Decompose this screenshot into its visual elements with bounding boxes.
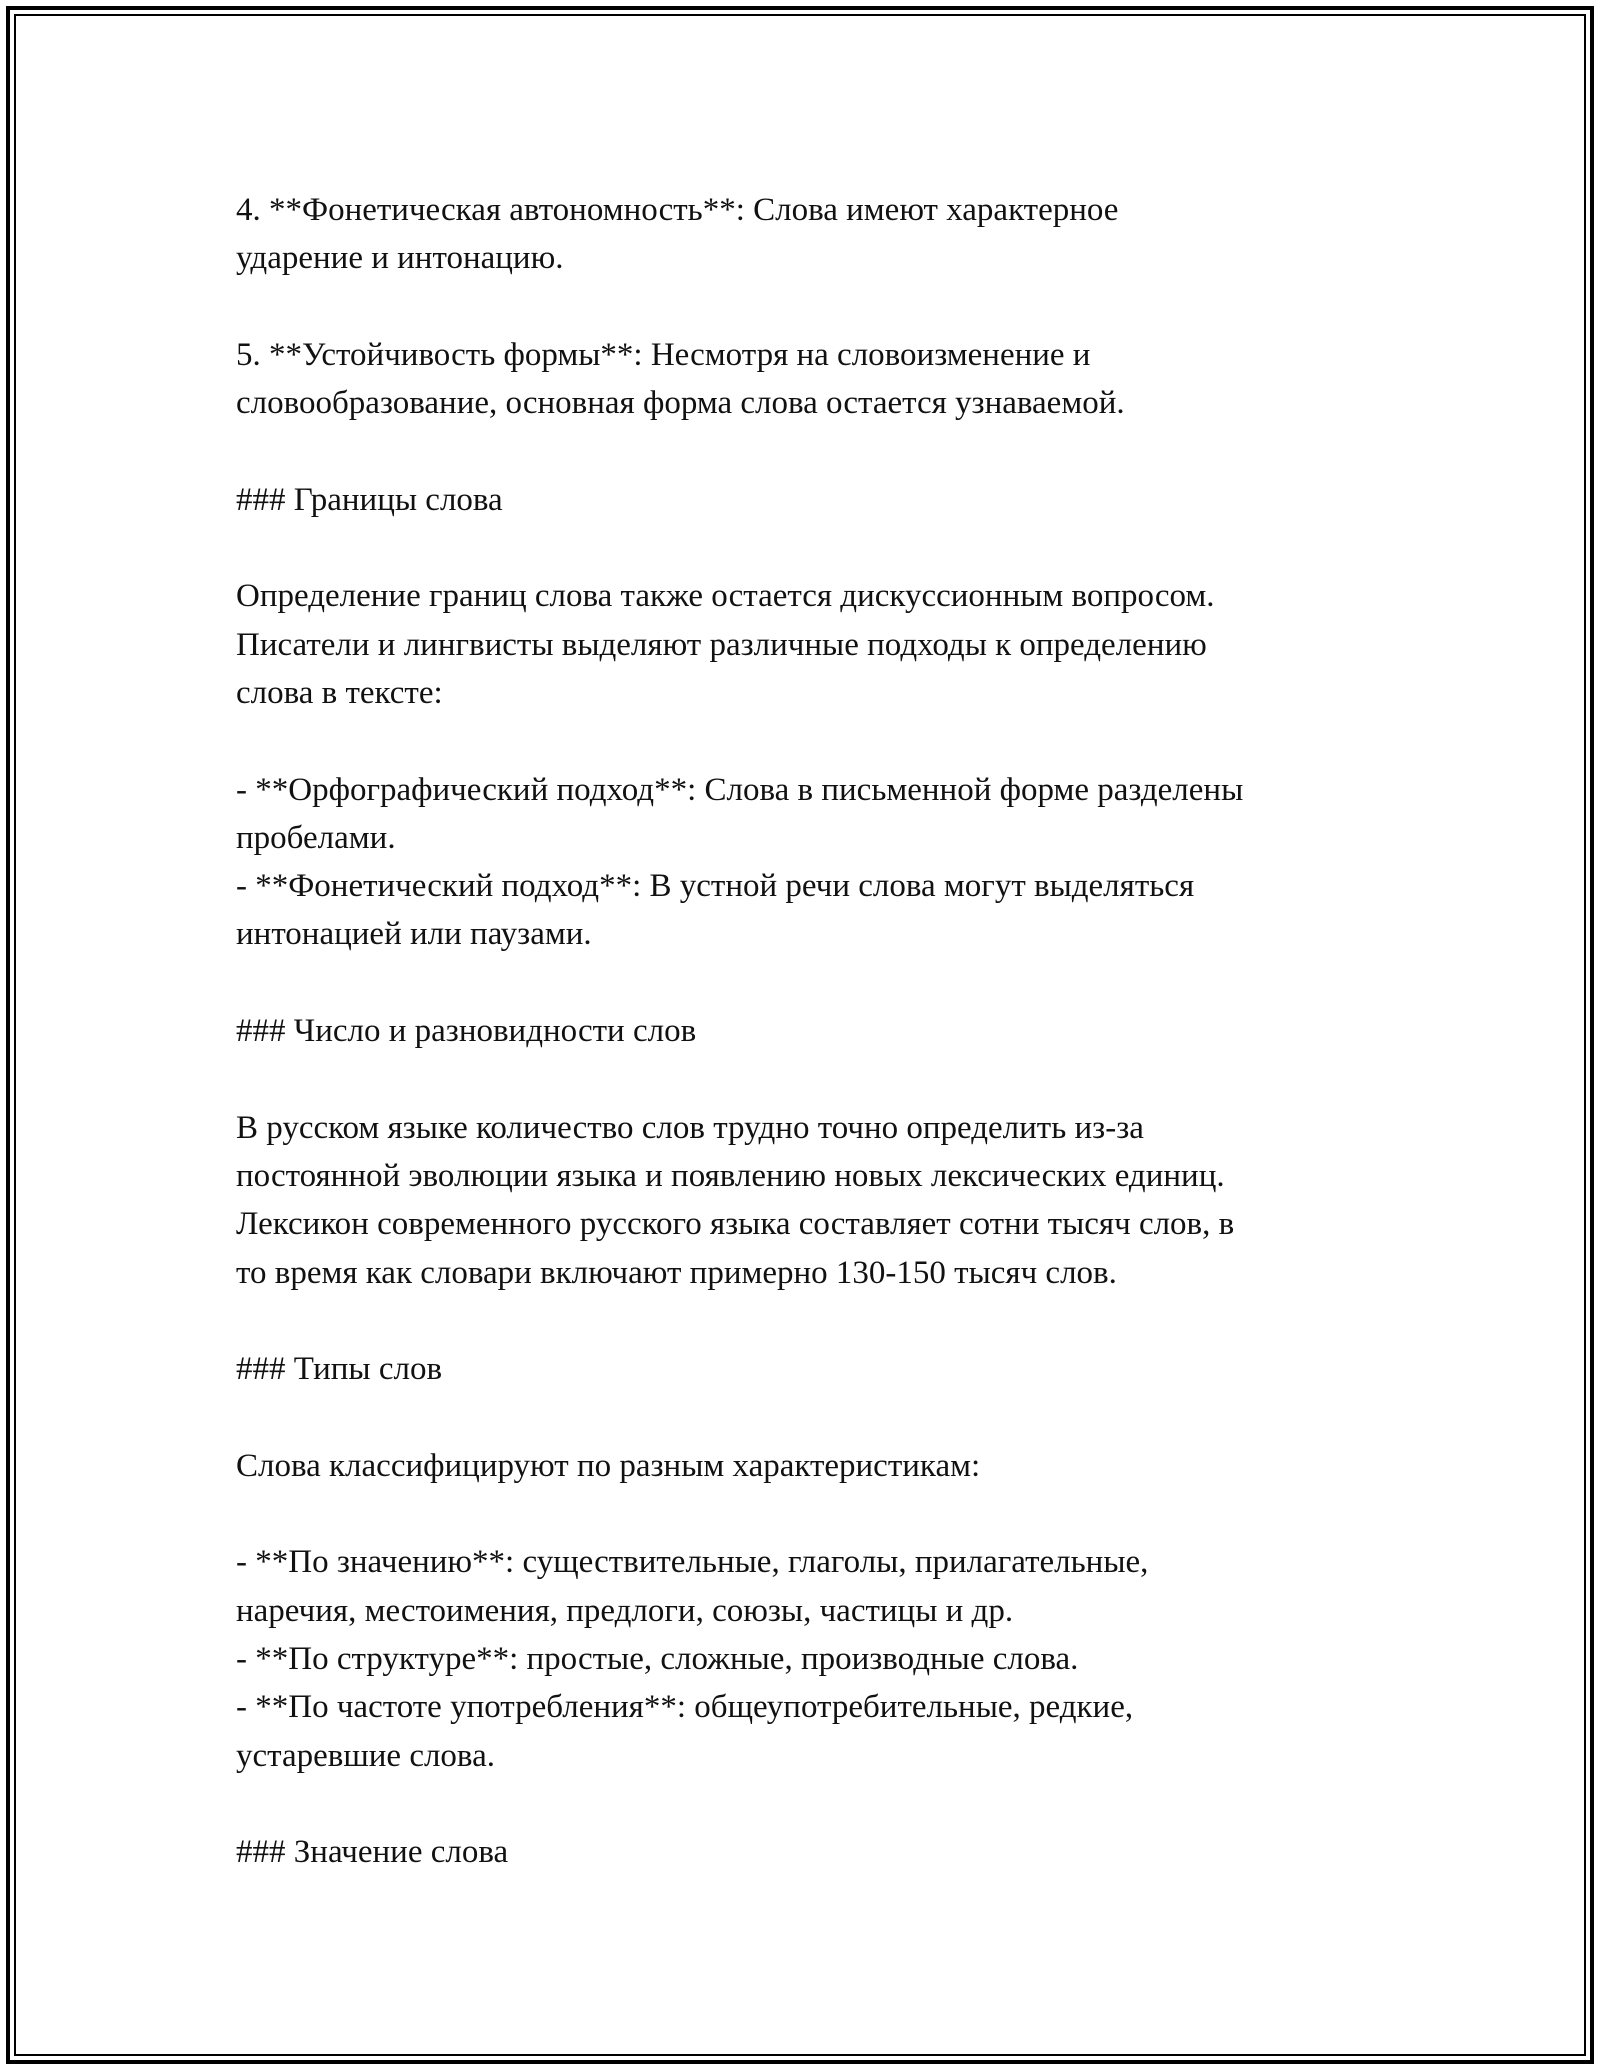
paragraph-gap xyxy=(236,1055,1416,1103)
paragraph-gap xyxy=(236,1780,1416,1828)
paragraph-gap xyxy=(236,524,1416,572)
text-line: Писатели и лингвисты выделяют различные подходы к определению xyxy=(236,626,1207,663)
text-line: Определение границ слова также остается дискуссионным вопросом. xyxy=(236,578,1215,615)
heading-text: ### Границы слова xyxy=(236,481,503,518)
heading-word-meaning xyxy=(236,1828,1416,1876)
bullet-list-approaches xyxy=(236,766,1416,959)
paragraph-boundaries xyxy=(236,572,1416,717)
text-line: В русском языке количество слов трудно точно определить из-за xyxy=(236,1109,1144,1146)
text-line: слова в тексте: xyxy=(236,674,443,711)
paragraph-gap xyxy=(236,1393,1416,1441)
text-line: 4. **Фонетическая автономность**: Слова имеют характерное xyxy=(236,192,1119,228)
heading-text: ### Типы слов xyxy=(236,1351,443,1388)
text-line: - **По структуре**: простые, сложные, производные слова. xyxy=(236,1640,1079,1677)
paragraph-gap xyxy=(236,283,1416,331)
text-line: ударение и интонацию. xyxy=(236,240,564,277)
list-item-form-stability xyxy=(236,331,1416,428)
bullet-list-classification xyxy=(236,1538,1416,1779)
text-line: 5. **Устойчивость формы**: Несмотря на словоизменение и xyxy=(236,336,1091,373)
text-line: постоянной эволюции языка и появлению новых лексических единиц. xyxy=(236,1157,1225,1194)
paragraph-gap xyxy=(236,427,1416,475)
document-body xyxy=(236,186,1416,1876)
paragraph-word-count xyxy=(236,1104,1416,1297)
paragraph-classification xyxy=(236,1442,1416,1490)
text-line: - **Фонетический подход**: В устной речи слова могут выделяться xyxy=(236,868,1195,905)
text-line: устаревшие слова. xyxy=(236,1737,495,1774)
text-line: Лексикон современного русского языка составляет сотни тысяч слов, в xyxy=(236,1206,1235,1243)
text-line: то время как словари включают примерно 130-150 тысяч слов. xyxy=(236,1254,1117,1291)
list-item-phonetic-autonomy xyxy=(236,186,1416,283)
paragraph-gap xyxy=(236,1490,1416,1538)
heading-text: ### Значение слова xyxy=(236,1834,509,1871)
text-line: интонацией или паузами. xyxy=(236,916,592,953)
heading-number-and-varieties xyxy=(236,1007,1416,1055)
text-line: словообразование, основная форма слова остается узнаваемой. xyxy=(236,385,1125,422)
text-line: - **По значению**: существительные, глаголы, прилагательные, xyxy=(236,1544,1149,1581)
heading-text: ### Число и разновидности слов xyxy=(236,1013,697,1050)
heading-word-types xyxy=(236,1345,1416,1393)
text-line: Слова классифицируют по разным характеристикам: xyxy=(236,1447,981,1484)
text-line: - **По частоте употребления**: общеупотребительные, редкие, xyxy=(236,1689,1134,1726)
paragraph-gap xyxy=(236,717,1416,765)
text-line: - **Орфографический подход**: Слова в письменной форме разделены xyxy=(236,771,1244,808)
heading-word-boundaries xyxy=(236,476,1416,524)
text-line: пробелами. xyxy=(236,819,396,856)
paragraph-gap xyxy=(236,959,1416,1007)
paragraph-gap xyxy=(236,1297,1416,1345)
text-line: наречия, местоимения, предлоги, союзы, частицы и др. xyxy=(236,1592,1014,1629)
